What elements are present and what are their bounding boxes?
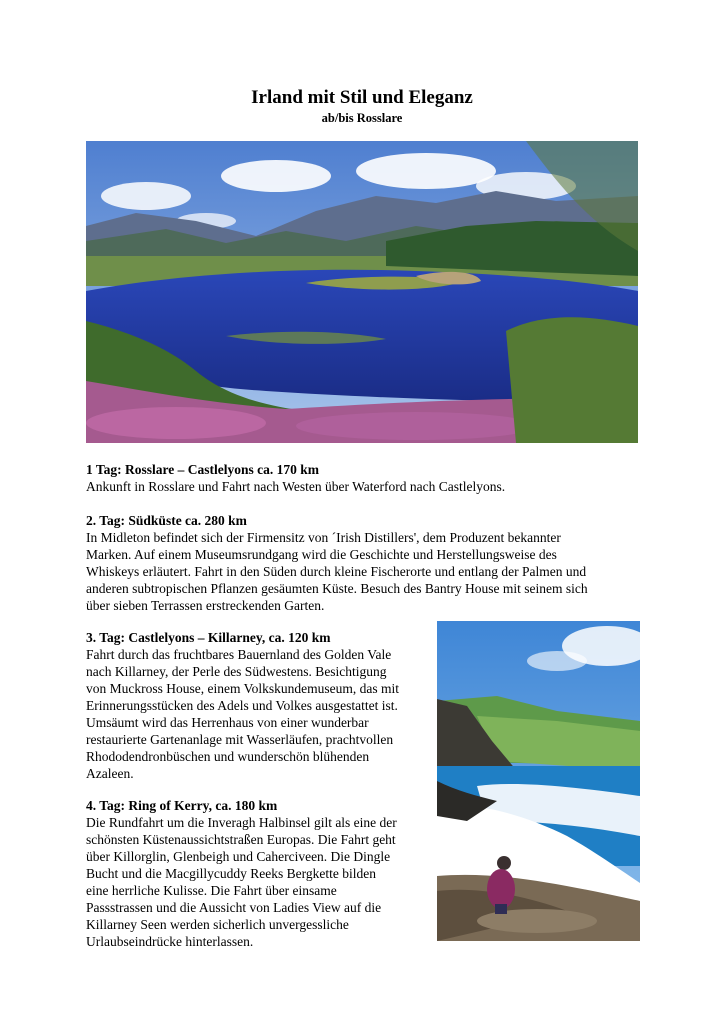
day-3-line: nach Killarney, der Perle des Südwestens. Besichtigung xyxy=(86,664,387,679)
lake-landscape-photo xyxy=(86,141,638,443)
day-3-line: Erinnerungsstücken des Adels und Volkes ausgestattet ist. xyxy=(86,698,398,713)
day-2-heading-rest: : Südküste ca. 280 km xyxy=(120,513,247,528)
day-2-line: über sieben Terrassen erstreckenden Garten. xyxy=(86,598,325,613)
day-3-line: Rhododendronbüschen und wunderschön blühenden xyxy=(86,749,370,764)
document-subtitle: ab/bis Rosslare xyxy=(321,111,403,125)
coast-hiker-photo xyxy=(437,621,640,941)
day-4-line: Urlaubseindrücke hinterlassen. xyxy=(86,934,254,949)
day-2-heading-prefix: 2. Tag xyxy=(86,513,121,528)
day-4-heading-rest: . Tag: Ring of Kerry, ca. 180 km xyxy=(92,798,278,813)
day-4-line: schönsten Küstenaussichtstraßen Europas. Die Fahrt geht xyxy=(86,832,396,847)
day-3-heading: 3. Tag: Castlelyons – Killarney, ca. 120 km xyxy=(86,630,331,645)
day-4-line: eine herrliche Kulisse. Die Fahrt über einsame xyxy=(86,883,337,898)
day-4-section xyxy=(86,797,431,950)
day-3-section xyxy=(86,629,431,782)
day-1-heading: 1 Tag: Rosslare – Castlelyons ca. 170 km xyxy=(86,462,320,477)
day-4-line: Die Rundfahrt um die Inveragh Halbinsel gilt als eine der xyxy=(86,815,397,830)
day-3-line: restaurierte Gartenanlage mit Wasserläufen, prachtvollen xyxy=(86,732,394,747)
day-2-line: Marken. Auf einem Museumsrundgang wird die Geschichte und Herstellungsweise des xyxy=(86,547,557,562)
day-4-line: Killarney Seen werden sicherlich unvergessliche xyxy=(86,917,349,932)
day-4-line: über Killorglin, Glenbeigh und Caherciveen. Die Dingle xyxy=(86,849,391,864)
day-2-section xyxy=(86,512,656,614)
day-4-line: Passstrassen und die Aussicht von Ladies View auf die xyxy=(86,900,382,915)
day-1-line: Ankunft in Rosslare und Fahrt nach Westen über Waterford nach Castlelyons. xyxy=(86,479,506,494)
day-1-section xyxy=(86,461,646,495)
day-3-line: von Muckross House, einem Volkskundemuseum, das mit xyxy=(86,681,399,696)
day-2-line: Whiskeys erläutert. Fahrt in den Süden durch kleine Fischerorte und entlang der Palmen und xyxy=(86,564,587,579)
document-title: Irland mit Stil und Eleganz xyxy=(251,87,473,108)
day-3-line: Umsäumt wird das Herrenhaus von einer wunderbar xyxy=(86,715,369,730)
day-3-line: Fahrt durch das fruchtbares Bauernland des Golden Vale xyxy=(86,647,392,662)
day-4-line: Bucht und die Macgillycuddy Reeks Bergkette bilden xyxy=(86,866,376,881)
day-2-line: anderen subtropischen Pflanzen gesäumten Küste. Besuch des Bantry House mit seinem sich xyxy=(86,581,588,596)
day-2-line: In Midleton befindet sich der Firmensitz von ´Irish Distillers', dem Produzent bekannter xyxy=(86,530,561,545)
day-4-heading-prefix: 4 xyxy=(86,798,93,813)
day-3-line: Azaleen. xyxy=(86,766,134,781)
